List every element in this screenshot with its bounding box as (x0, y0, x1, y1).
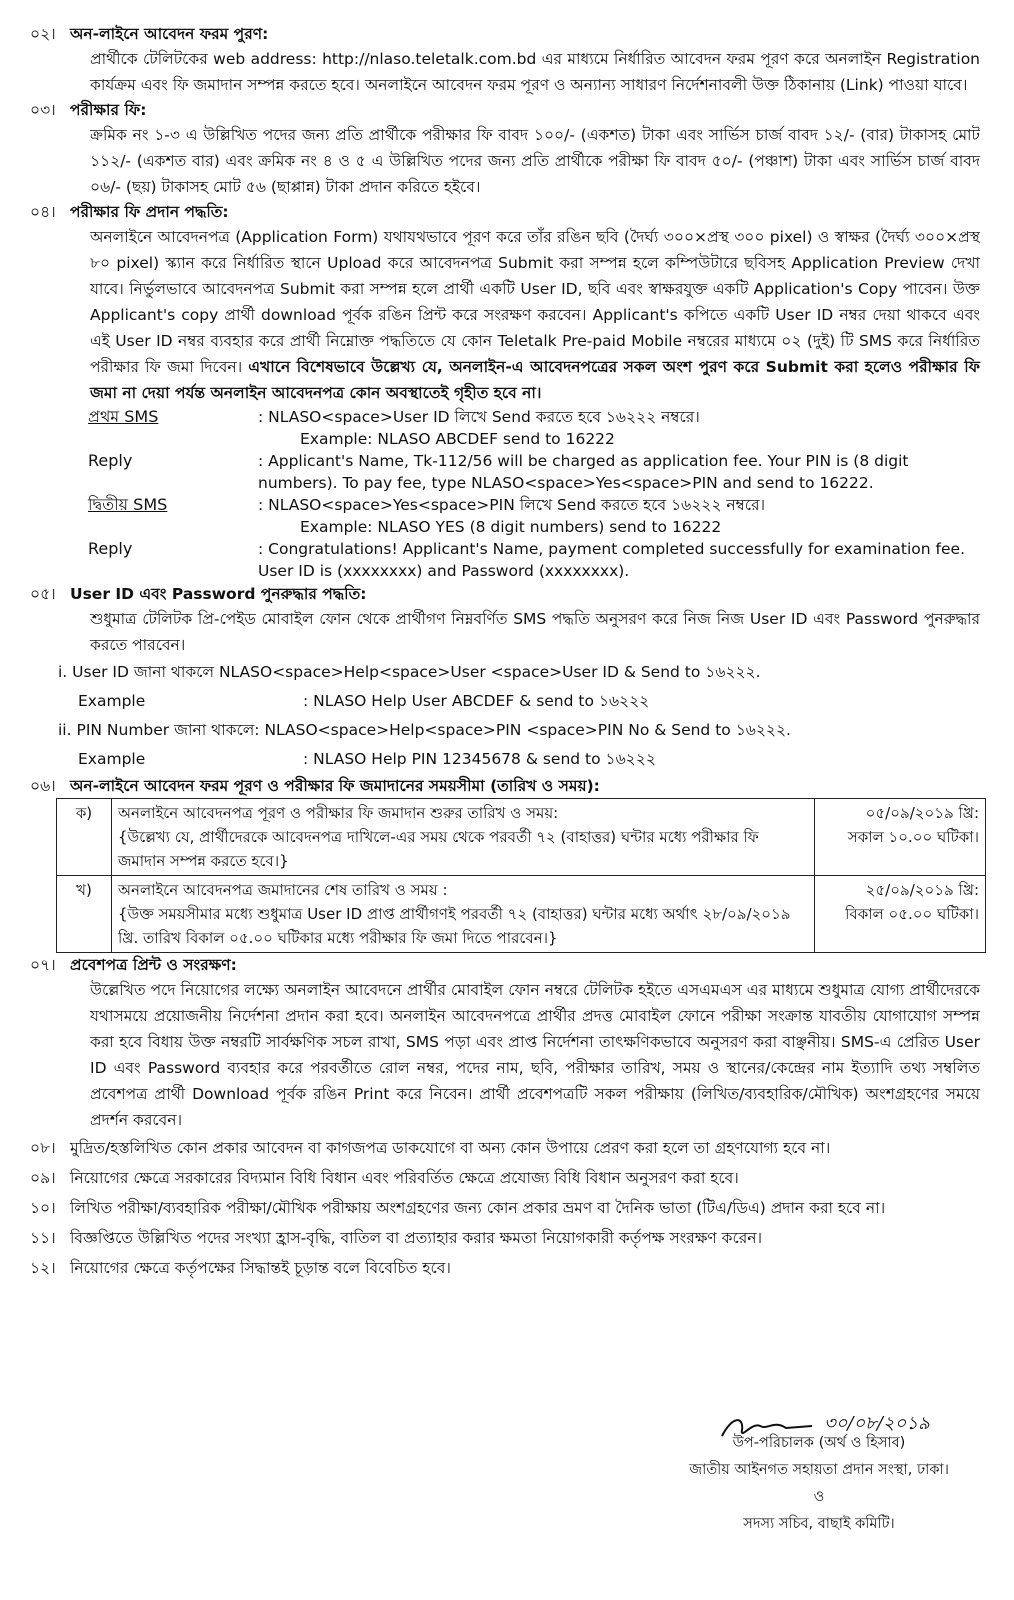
document-page (30, 22, 980, 1283)
section-text: প্রার্থীকে টেলিটকের web address: http://nlaso.teletalk.com.bd এর মাধ্যমে নির্ধারিত আবেদন ফরম পূরণ করে অনলাইন Registration কার্যক্রম এবং ফি জমাদান সম্পন্ন করতে হবে। অনলাইনে আবেদন ফরম পূরণ ও অন্যান্য সাধারণ নির্দেশনাবলী উক্ত ঠিকানায় (Link) পাওয়া যাবে। (90, 50, 980, 94)
table-row (57, 799, 986, 876)
section-06 (30, 774, 980, 953)
section-number: ১০। (30, 1199, 56, 1217)
section-title: অন-লাইনে আবেদন ফরম পুরণ: (70, 25, 269, 43)
section-text: নিয়োগের ক্ষেত্রে কর্তৃপক্ষের সিদ্ধান্তই চূড়ান্ত বলে বিবেচিত হবে। (70, 1259, 451, 1277)
section-04 (30, 200, 980, 582)
recovery-example (58, 745, 980, 774)
section-02 (30, 22, 980, 98)
row-heading: অনলাইনে আবেদনপত্র জমাদানের শেষ তারিখ ও সময় : (118, 881, 448, 899)
row-heading: অনলাইনে আবেদনপত্র পূরণ ও পরীক্ষার ফি জমাদান শুরুর তারিখ ও সময়: (118, 804, 559, 822)
section-title: অন-লাইনে আবেদন ফরম পূরণ ও পরীক্ষার ফি জমাদানের সময়সীমা (তারিখ ও সময়): (70, 777, 600, 795)
example-text: : NLASO Help User ABCDEF & send to ১৬২২২ (303, 692, 650, 710)
recovery-pin (58, 716, 980, 745)
signatory-conjunction: ও (813, 1489, 825, 1505)
section-text: মুদ্রিত/হস্তলিখিত কোন প্রকার আবেদন বা কাগজপত্র ডাকযোগে বা অন্য কোন উপায়ে প্রেরণ করা হলে তা গ্রহণযোগ্য হবে না। (70, 1139, 831, 1157)
signature-date: ৩০/০৮/২০১৯ (824, 1413, 930, 1434)
recovery-instruction: i. User ID জানা থাকলে NLASO<space>Help<space>User <space>User ID & Send to ১৬২২২. (58, 663, 761, 681)
sms-label: Reply (88, 539, 133, 558)
section-11 (30, 1223, 980, 1253)
important-note: এখানে বিশেষভাবে উল্লেখ্য যে, অনলাইন-এ আবেদনপত্রের সকল অংশ পুরণ করে Submit করা হলেও পরীক্ষার ফি জমা না দেয়া পর্যন্ত অনলাইন আবেদনপত্র কোন অবস্থাতেই গৃহীত হবে না। (90, 358, 980, 402)
row-date: ০৫/০৯/২০১৯ খ্রি: (865, 804, 979, 822)
section-number: ১২। (30, 1259, 56, 1277)
section-text: ক্রমিক নং ১-৩ এ উল্লিখিত পদের জন্য প্রতি প্রার্থীকে পরীক্ষার ফি বাবদ ১০০/- (একশত) টাকা এবং সার্ভিস চার্জ বাবদ ১২/- (বার) টাকাসহ মোট ১১২/- (একশত বার) এবং ক্রমিক নং ৪ ও ৫ এ উল্লিখিত পদের জন্য প্রতি প্রার্থীকে পরীক্ষা ফি বাবদ ৫০/- (পঞ্চাশ) টাকা এবং সার্ভিস চার্জ বাবদ ০৬/- (ছয়) টাকাসহ মোট ৫৬ (ছাপ্পান্ন) টাকা প্রদান করিতে হইবে। (90, 126, 980, 196)
signatory-committee: সদস্য সচিব, বাছাই কমিটি। (743, 1516, 895, 1532)
section-text: বিজ্ঞপ্তিতে উল্লিখিত পদের সংখ্যা হ্রাস-বৃদ্ধি, বাতিল বা প্রত্যাহার করার ক্ষমতা নিয়োগকারী কর্তৃপক্ষ সংরক্ষণ করেন। (70, 1229, 763, 1247)
sms-second (88, 494, 980, 538)
section-title: User ID এবং Password পুনরুদ্ধার পদ্ধতি: (70, 585, 367, 603)
fee-procedure-text: অনলাইনে আবেদনপত্র (Application Form) যথাযথভাবে পূরণ করে তাঁর রঙিন ছবি (দৈর্ঘ্য ৩০০×প্রস্থ ৩০০ pixel) ও স্বাক্ষর (দৈর্ঘ্য ৩০০×প্রস্থ ৮০ pixel) স্ক্যান করে নির্ধারিত স্থানে Upload করে আবেদনপত্র Submit করা সম্পন্ন হলে কম্পিউটারে ছবিসহ Application Preview দেখা যাবে। নির্ভুলভাবে আবেদনপত্র Submit করা সম্পন্ন হলে প্রার্থী একটি User ID, ছবি এবং স্বাক্ষরযুক্ত একটি Application's Copy পাবেন। উক্ত Applicant's copy প্রার্থী download পূর্বক রঙিন প্রিন্ট করে সংরক্ষণ করবেন। Applicant's কপিতে একটি User ID নম্বর দেয়া থাকবে এবং এই User ID নম্বর ব্যবহার করে প্রার্থী নিম্নোক্ত পদ্ধতিতে যে কোন Teletalk Pre-paid Mobile নম্বরের মাধ্যমে ০২ (দুই) টি SMS করে নির্ধারিত পরীক্ষার ফি জমা দিবেন। (90, 228, 980, 376)
recovery-instruction: ii. PIN Number জানা থাকলে: NLASO<space>Help<space>PIN <space>PIN No & Send to ১৬২২২. (58, 721, 791, 739)
section-number: ০৯। (30, 1169, 56, 1187)
section-text: শুধুমাত্র টেলিটক প্রি-পেইড মোবাইল ফোন থেকে প্রার্থীগণ নিম্নবর্ণিত SMS পদ্ধতি অনুসরণ করে নিজ নিজ User ID এবং Password পুনরুদ্ধার করতে পারবেন। (90, 610, 980, 654)
section-number: ০৮। (30, 1139, 56, 1157)
example-label: Example (78, 750, 146, 768)
sms-instruction: : NLASO<space>User ID লিখে Send করতে হবে ১৬২২২ নম্বরে। (258, 408, 700, 426)
row-note: {উক্ত সময়সীমার মধ্যে শুধুমাত্র User ID প্রাপ্ত প্রার্থীগণই পরবর্তী ৭২ (বাহাত্তর) ঘন্টার মধ্যে অর্থাৎ ২৮/০৯/২০১৯ খ্রি. তারিখ বিকাল ০৫.০০ ঘটিকার মধ্যে পরীক্ষার ফি জমা দিতে পারবেন।} (118, 905, 791, 947)
sms-example: Example: NLASO YES (8 digit numbers) send to 16222 (300, 518, 722, 536)
sms-label: প্রথম SMS (88, 407, 159, 426)
section-title: পরীক্ষার ফি: (70, 101, 147, 119)
section-number: ০৩। (30, 101, 56, 119)
sms-reply-first (88, 450, 980, 494)
section-08 (30, 1133, 980, 1163)
sms-reply-text: : Applicant's Name, Tk-112/56 will be charged as application fee. Your PIN is (8 digit numbers). To pay fee, type NLASO<space>Yes<space>PIN and send to 16222. (258, 452, 909, 492)
row-key: ক) (57, 799, 112, 876)
section-09 (30, 1163, 980, 1193)
signature-block (654, 1413, 984, 1538)
sms-label: Reply (88, 451, 133, 470)
section-12 (30, 1253, 980, 1283)
section-text: উল্লেখিত পদে নিয়োগের লক্ষ্যে অনলাইন আবেদনে প্রার্থীর মোবাইল ফোন নম্বরে টেলিটক হইতে এসএমএস এর মাধ্যমে শুধুমাত্র যোগ্য প্রার্থীদেরকে যথাসময়ে প্রয়োজনীয় নির্দেশনা প্রদান করা হবে। অনলাইন আবেদনপত্রে প্রার্থীর প্রদত্ত মোবাইল ফোনে পরীক্ষা সংক্রান্ত যাবতীয় যোগাযোগ সম্পন্ন করা হবে বিধায় উক্ত নম্বরটি সার্বক্ষণিক সচল রাখা, SMS পড়া এবং প্রাপ্ত নির্দেশনা তাৎক্ষণিকভাবে অনুসরণ করা বাঞ্ছনীয়। SMS-এ প্রেরিত User ID এবং Password ব্যবহার করে পরবর্তীতে রোল নম্বর, পদের নাম, ছবি, পরীক্ষার তারিখ, সময় ও স্থানের/কেন্দ্রের নাম ইত্যাদি তথ্য সম্বলিত প্রবেশপত্র প্রার্থী Download পূর্বক রঙিন Print করে নিবেন। প্রার্থী প্রবেশপত্রটি সকল পরীক্ষায় (লিখিত/ব্যবহারিক/মৌখিক) অংশগ্রহণের সময়ে প্রদর্শন করবেন। (90, 981, 980, 1129)
example-text: : NLASO Help PIN 12345678 & send to ১৬২২২ (303, 750, 656, 768)
row-key: খ) (57, 876, 112, 953)
section-number: ০৬। (30, 777, 56, 795)
section-title: প্রবেশপত্র প্রিন্ট ও সংরক্ষণ: (70, 956, 237, 974)
section-10 (30, 1193, 980, 1223)
signatory-organization: জাতীয় আইনগত সহায়তা প্রদান সংস্থা, ঢাকা। (689, 1462, 949, 1478)
sms-reply-text: : Congratulations! Applicant's Name, payment completed successfully for examination fee. User ID is (xxxxxxxx) and Password (xxxxxxxx). (258, 540, 965, 580)
section-text (90, 224, 980, 406)
row-date: ২৫/০৯/২০১৯ খ্রি: (865, 881, 979, 899)
section-number: ১১। (30, 1229, 56, 1247)
sms-example: Example: NLASO ABCDEF send to 16222 (300, 430, 615, 448)
section-07 (30, 953, 980, 1133)
section-03 (30, 98, 980, 200)
section-text: নিয়োগের ক্ষেত্রে সরকারের বিদ্যমান বিধি বিধান এবং পরিবর্তিত ক্ষেত্রে প্রযোজ্য বিধি বিধান অনুসরণ করা হবে। (70, 1169, 739, 1187)
row-time: বিকাল ০৫.০০ ঘটিকা। (845, 905, 979, 923)
section-05 (30, 582, 980, 774)
row-note: {উল্লেখ্য যে, প্রার্থীদেরকে আবেদনপত্র দাখিলে-এর সময় থেকে পরবর্তী ৭২ (বাহাত্তর) ঘন্টার মধ্যে পরীক্ষার ফি জমাদান সম্পন্ন করতে হবে।} (118, 828, 759, 870)
recovery-example (58, 687, 980, 716)
section-number: ০৫। (30, 585, 56, 603)
sms-reply-second (88, 538, 980, 582)
section-number: ০৭। (30, 956, 56, 974)
section-number: ০২। (30, 25, 56, 43)
section-text: লিখিত পরীক্ষা/ব্যবহারিক পরীক্ষা/মৌখিক পরীক্ষায় অংশগ্রহণের জন্য কোন প্রকার ভ্রমণ বা দৈনিক ভাতা (টিএ/ডিএ) প্রদান করা হবে না। (70, 1199, 886, 1217)
section-title: পরীক্ষার ফি প্রদান পদ্ধতি: (70, 203, 229, 221)
sms-label: দ্বিতীয় SMS (88, 495, 168, 514)
table-row (57, 876, 986, 953)
sms-instruction: : NLASO<space>Yes<space>PIN লিখে Send করতে হবে ১৬২২২ নম্বরে। (258, 496, 766, 514)
row-time: সকাল ১০.০০ ঘটিকা। (847, 828, 979, 846)
example-label: Example (78, 692, 146, 710)
section-number: ০৪। (30, 203, 56, 221)
signatory-designation: উপ-পরিচালক (অর্থ ও হিসাব) (732, 1435, 906, 1451)
sms-first (88, 406, 980, 450)
recovery-user-id (58, 658, 980, 687)
deadline-table (56, 798, 986, 953)
